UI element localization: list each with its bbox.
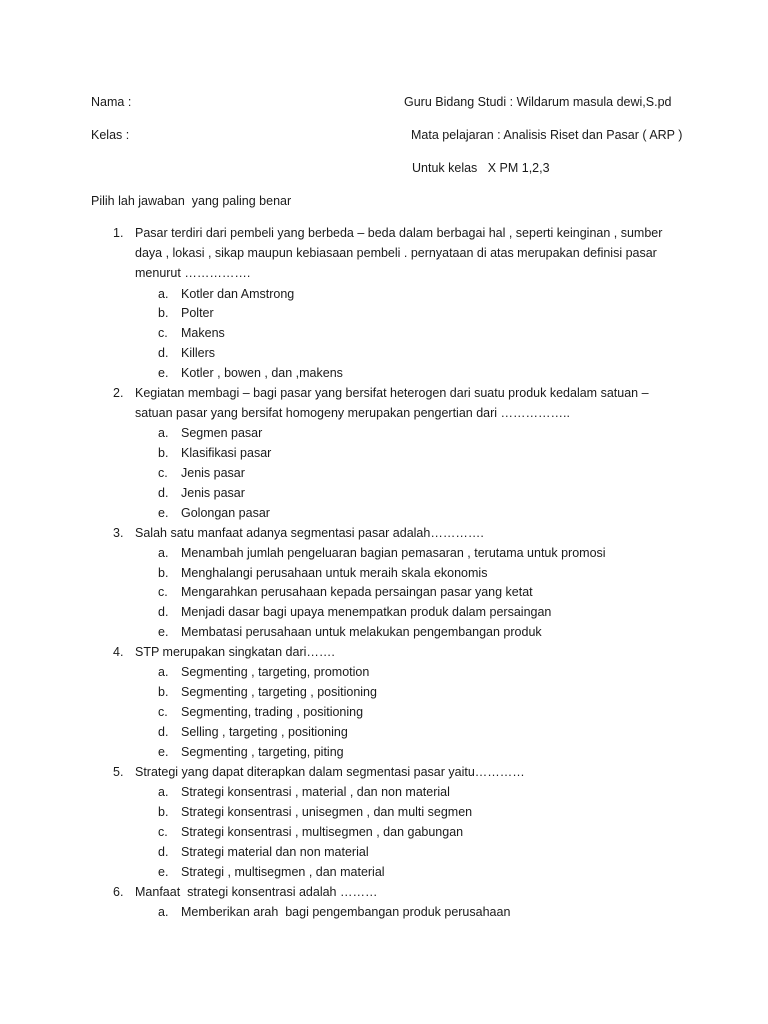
option-letter: c.	[158, 825, 168, 839]
option-text: Strategi konsentrasi , multisegmen , dan gabungan	[181, 825, 464, 839]
option-text: Segmenting , targeting, piting	[181, 745, 344, 759]
option-text: Segmenting, trading , positioning	[181, 705, 364, 719]
option-text: Jenis pasar	[181, 466, 245, 480]
question-text-line: STP merupakan singkatan dari…….	[135, 645, 335, 659]
option-letter: b.	[158, 446, 169, 460]
option-letter: d.	[158, 845, 169, 859]
option-text: Segmenting , targeting , positioning	[181, 685, 377, 699]
question-text-line: Kegiatan membagi – bagi pasar yang bersifat heterogen dari suatu produk kedalam satuan –	[135, 386, 649, 400]
option-text: Memberikan arah bagi pengembangan produk perusahaan	[181, 905, 511, 919]
option-text: Killers	[181, 346, 216, 360]
question-text-line: Pasar terdiri dari pembeli yang berbeda – beda dalam berbagai hal , seperti keinginan , sumber	[135, 226, 663, 240]
option-text: Golongan pasar	[181, 506, 270, 520]
option-text: Strategi konsentrasi , unisegmen , dan multi segmen	[181, 805, 473, 819]
kelas-label: Kelas :	[91, 128, 130, 142]
option-text: Polter	[181, 306, 214, 320]
option-text: Strategi material dan non material	[181, 845, 369, 859]
option-text: Makens	[181, 326, 225, 340]
option-text: Menjadi dasar bagi upaya menempatkan produk dalam persaingan	[181, 605, 552, 619]
question-number: 6.	[113, 885, 124, 899]
question-text-line: Manfaat strategi konsentrasi adalah ………	[135, 885, 378, 899]
question-text-line: Strategi yang dapat diterapkan dalam segmentasi pasar yaitu…………	[135, 765, 525, 779]
question-number: 1.	[113, 226, 124, 240]
question-number: 3.	[113, 526, 124, 540]
option-letter: e.	[158, 506, 169, 520]
option-letter: a.	[158, 426, 169, 440]
option-letter: e.	[158, 625, 169, 639]
option-letter: e.	[158, 745, 169, 759]
option-letter: a.	[158, 785, 169, 799]
option-text: Segmenting , targeting, promotion	[181, 665, 370, 679]
option-letter: c.	[158, 585, 168, 599]
option-letter: c.	[158, 326, 168, 340]
option-text: Klasifikasi pasar	[181, 446, 272, 460]
option-letter: b.	[158, 306, 169, 320]
question-number: 5.	[113, 765, 124, 779]
option-letter: d.	[158, 346, 169, 360]
option-text: Kotler , bowen , dan ,makens	[181, 366, 343, 380]
option-text: Segmen pasar	[181, 426, 263, 440]
option-letter: d.	[158, 725, 169, 739]
instruction: Pilih lah jawaban yang paling benar	[91, 194, 292, 208]
option-letter: a.	[158, 546, 169, 560]
option-letter: c.	[158, 466, 168, 480]
question-text-line: daya , lokasi , sikap maupun kebiasaan pembeli . pernyataan di atas merupakan definisi pasar	[135, 246, 657, 260]
option-letter: a.	[158, 665, 169, 679]
question-number: 4.	[113, 645, 124, 659]
option-letter: e.	[158, 865, 169, 879]
option-text: Menghalangi perusahaan untuk meraih skala ekonomis	[181, 566, 488, 580]
question-text-line: Salah satu manfaat adanya segmentasi pasar adalah………….	[135, 526, 484, 540]
option-text: Strategi , multisegmen , dan material	[181, 865, 385, 879]
option-letter: d.	[158, 486, 169, 500]
option-text: Selling , targeting , positioning	[181, 725, 348, 739]
option-letter: b.	[158, 566, 169, 580]
option-letter: d.	[158, 605, 169, 619]
option-text: Kotler dan Amstrong	[181, 287, 295, 301]
option-letter: a.	[158, 905, 169, 919]
option-letter: e.	[158, 366, 169, 380]
option-text: Membatasi perusahaan untuk melakukan pengembangan produk	[181, 625, 542, 639]
option-letter: b.	[158, 805, 169, 819]
option-text: Menambah jumlah pengeluaran bagian pemasaran , terutama untuk promosi	[181, 546, 606, 560]
option-letter: b.	[158, 685, 169, 699]
option-text: Mengarahkan perusahaan kepada persaingan pasar yang ketat	[181, 585, 533, 599]
question-number: 2.	[113, 386, 124, 400]
mata-pelajaran: Mata pelajaran : Analisis Riset dan Pasar ( ARP )	[411, 128, 683, 142]
option-letter: a.	[158, 287, 169, 301]
option-text: Jenis pasar	[181, 486, 245, 500]
untuk-kelas: Untuk kelas X PM 1,2,3	[412, 161, 550, 175]
question-text-line: menurut …………….	[135, 266, 251, 280]
question-text-line: satuan pasar yang bersifat homogeny merupakan pengertian dari ……………..	[135, 406, 570, 420]
option-text: Strategi konsentrasi , material , dan non material	[181, 785, 450, 799]
guru-bidang-studi: Guru Bidang Studi : Wildarum masula dewi,S.pd	[404, 95, 672, 109]
nama-label: Nama :	[91, 95, 132, 109]
option-letter: c.	[158, 705, 168, 719]
